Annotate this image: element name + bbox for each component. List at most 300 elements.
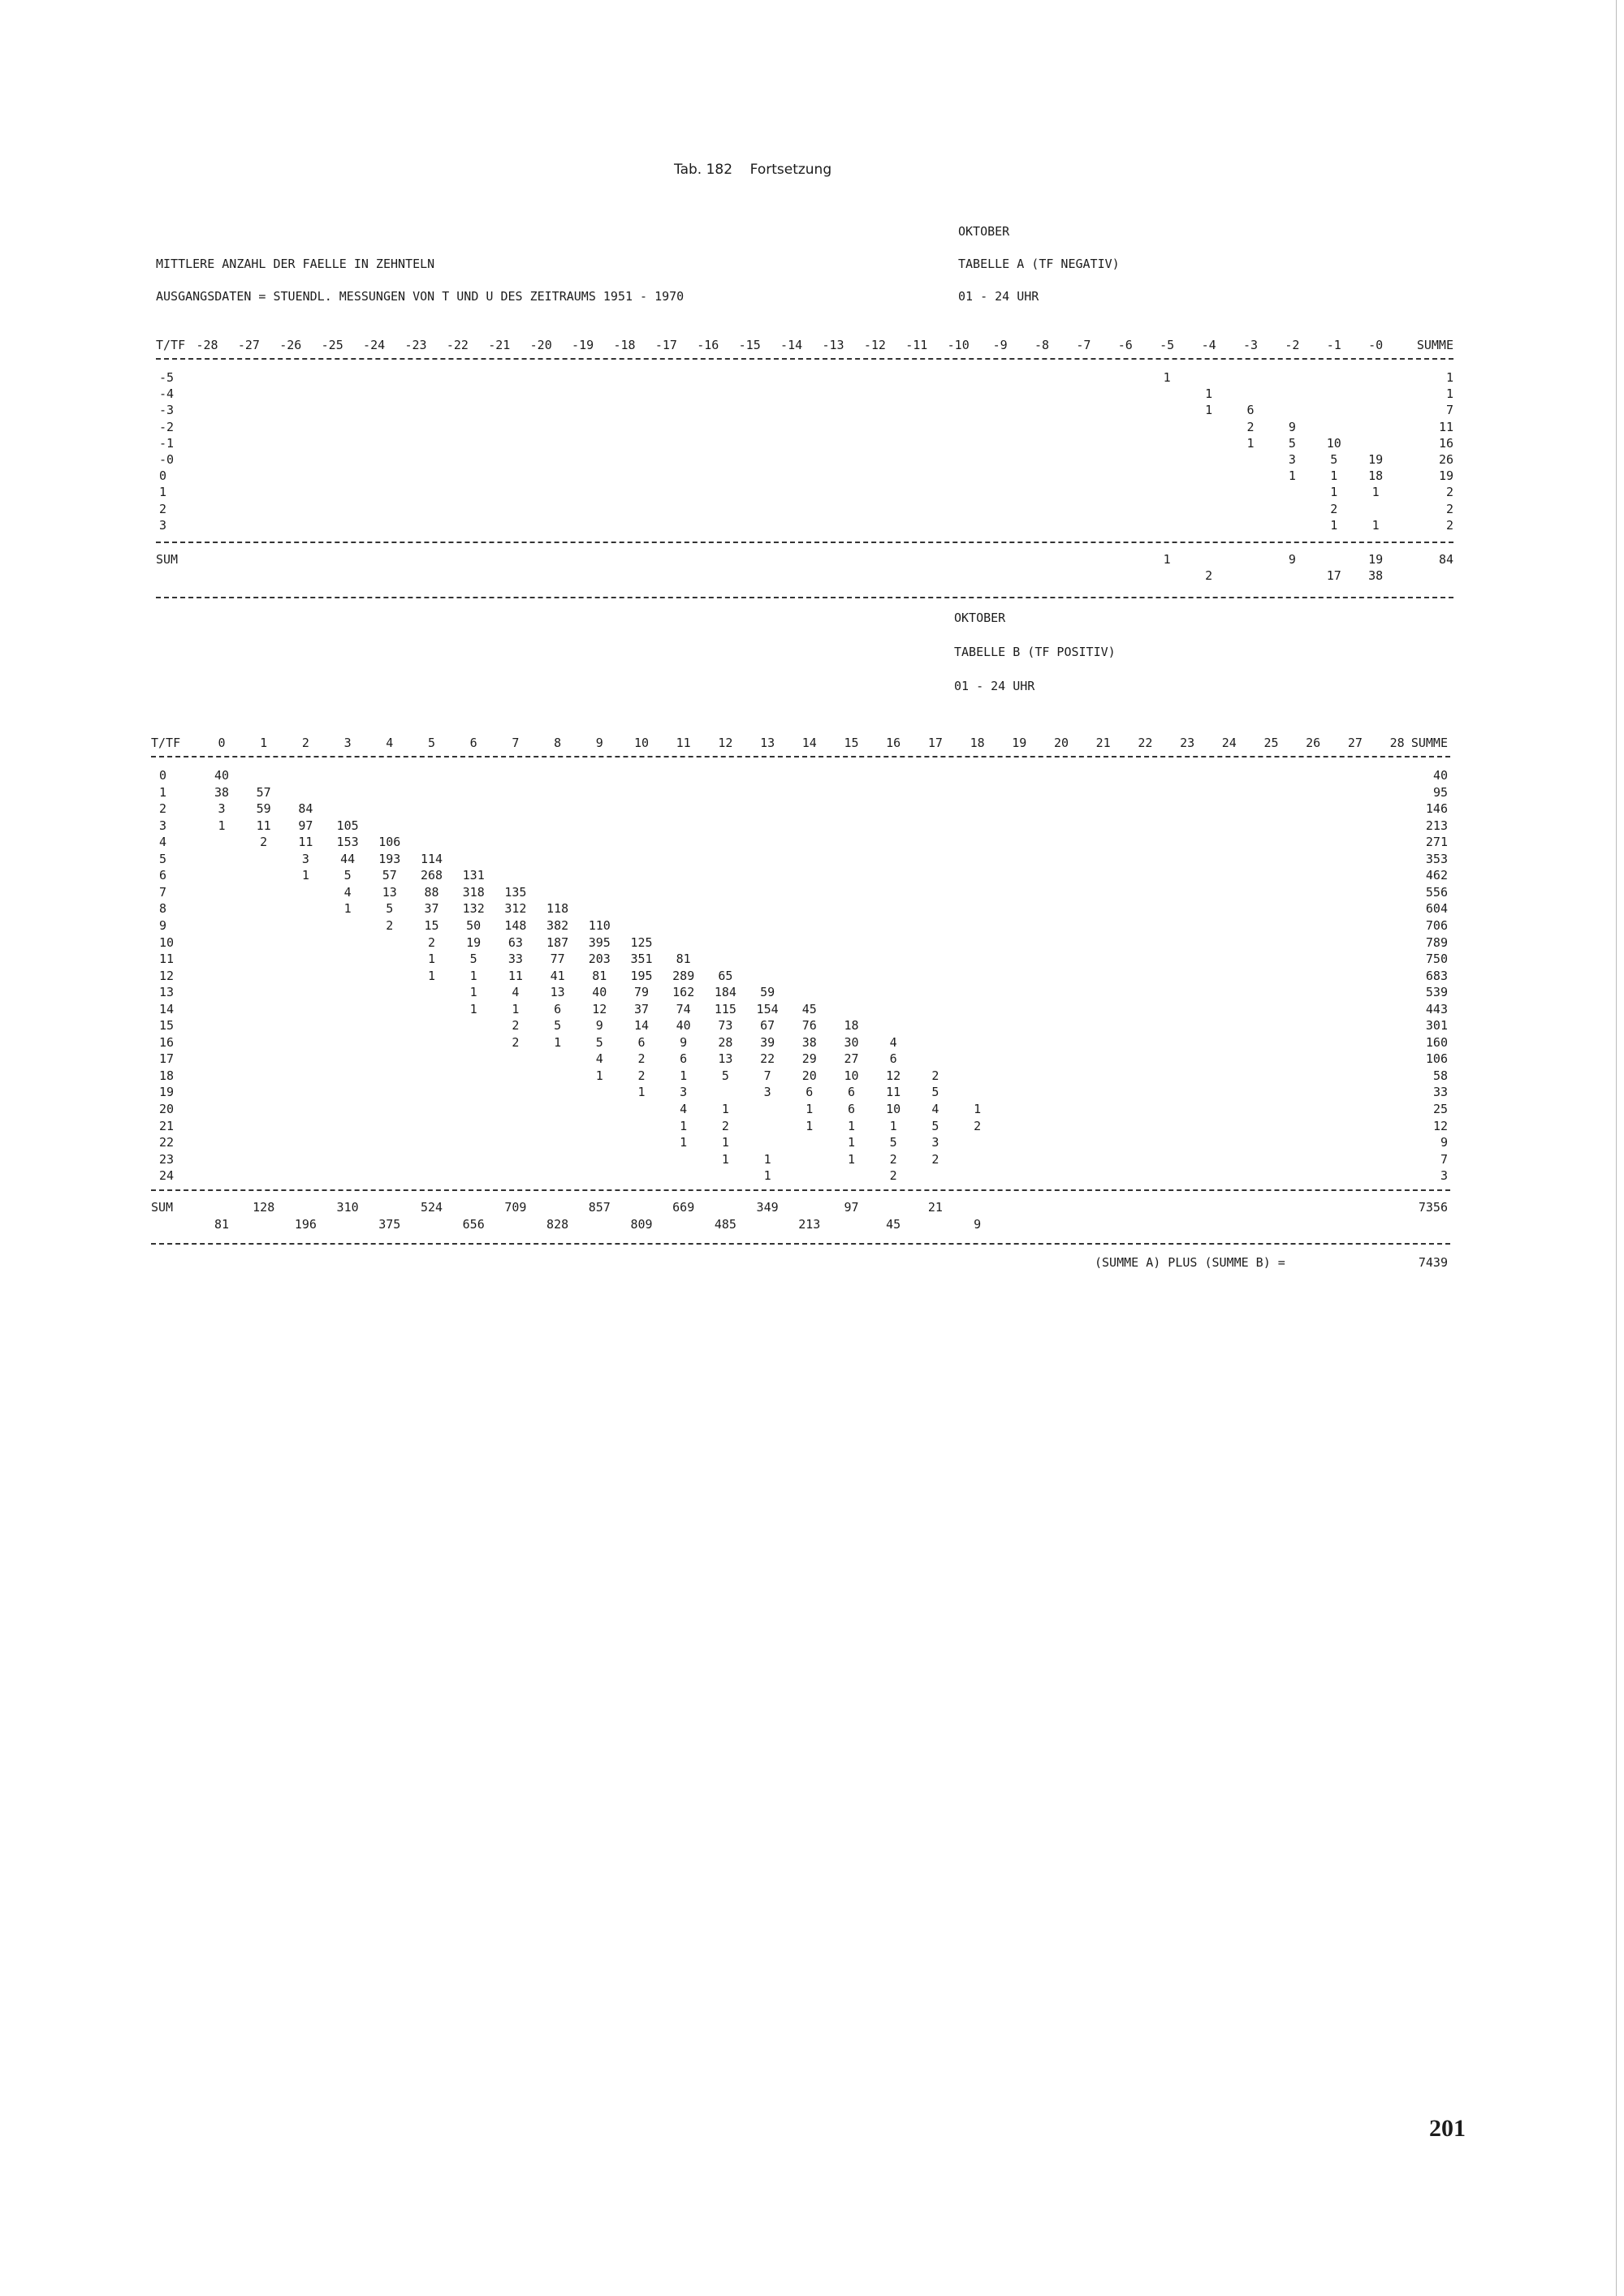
table-b-cell: 2	[931, 1068, 939, 1083]
table-b-cell: 3	[763, 1085, 771, 1100]
table-b-cell: 50	[466, 917, 482, 933]
table-b-row-sum: 556	[1425, 884, 1448, 900]
table-b-column-header: 24	[1221, 736, 1237, 750]
table-a-cell: 5	[1288, 435, 1296, 451]
table-a-column-header: -10	[947, 338, 970, 352]
table-b-bottom-rule	[151, 1243, 1450, 1245]
table-b-row-label: 18	[159, 1068, 175, 1083]
table-b-cell: 5	[889, 1135, 897, 1150]
table-a-sum-header: SUMME	[1416, 338, 1453, 352]
table-b-cell: 13	[550, 985, 565, 1000]
table-b-cell: 28	[718, 1034, 733, 1050]
table-b-cell: 5	[343, 868, 352, 883]
table-b-column-header: 8	[554, 736, 562, 750]
table-b-column-header: 4	[386, 736, 394, 750]
table-b-cell: 289	[672, 968, 695, 983]
table-b-cell: 6	[554, 1001, 562, 1016]
table-b-cell: 148	[504, 917, 527, 933]
table-a-column-sum: 38	[1368, 568, 1384, 583]
table-b-cell: 20	[801, 1068, 817, 1083]
table-b-cell: 2	[637, 1051, 646, 1067]
table-b-column-sum: 213	[798, 1217, 821, 1232]
table-b-row-sum: 683	[1425, 968, 1448, 983]
table-a-column-header: -0	[1368, 338, 1384, 352]
table-a-column-header: -9	[992, 338, 1008, 352]
table-b-column-header: 5	[427, 736, 436, 750]
table-b-cell: 11	[508, 968, 523, 983]
table-a-cell: 1	[1371, 485, 1380, 500]
table-a-column-header: -17	[654, 338, 677, 352]
table-b-column-sum: 349	[756, 1200, 779, 1215]
table-b-row-sum: 353	[1425, 851, 1448, 866]
table-a-header-rule	[156, 358, 1453, 360]
table-b-cell: 59	[256, 801, 271, 817]
table-a-column-header: -19	[572, 338, 594, 352]
table-b-cell: 135	[504, 884, 527, 900]
table-b-cell: 2	[974, 1118, 982, 1133]
table-b-cell: 57	[382, 868, 397, 883]
table-a-cell: 19	[1368, 452, 1384, 467]
table-a-cell: 1	[1330, 517, 1338, 533]
table-a-row-label: 3	[159, 517, 167, 533]
table-b-cell: 1	[680, 1118, 688, 1133]
table-b-cell: 6	[637, 1034, 646, 1050]
table-b-row-label: 12	[159, 968, 175, 983]
table-b-cell: 11	[256, 818, 271, 833]
table-b-column-header: 15	[844, 736, 859, 750]
table-b-row-sum: 33	[1432, 1085, 1448, 1100]
table-a-row-label: -2	[159, 419, 175, 434]
table-b-cell: 67	[760, 1018, 775, 1034]
table-b-row-label: 15	[159, 1018, 175, 1034]
table-a-row-label: 2	[159, 501, 167, 516]
table-b-cell: 81	[676, 952, 691, 967]
table-b-cell: 395	[588, 934, 611, 950]
table-b-cell: 1	[343, 901, 352, 917]
table-b-cell: 184	[714, 985, 736, 1000]
table-b-cell: 268	[420, 868, 443, 883]
table-b-cell: 4	[595, 1051, 603, 1067]
table-a-column-header: -28	[196, 338, 218, 352]
table-b-cell: 6	[806, 1085, 814, 1100]
table-b-row-sum: 12	[1432, 1118, 1448, 1133]
table-a-row-sum: 1	[1445, 370, 1453, 385]
table-b-column-sum: 45	[886, 1217, 901, 1232]
table-b-row-label: 24	[159, 1168, 175, 1184]
table-b-row-sum: 40	[1432, 768, 1448, 783]
table-b-cell: 162	[672, 985, 695, 1000]
table-b-cell: 132	[462, 901, 485, 917]
table-b-cell: 10	[886, 1102, 901, 1116]
table-b-cell: 1	[469, 985, 477, 1000]
table-b-cell: 38	[214, 784, 230, 800]
table-b-cell: 351	[630, 952, 653, 967]
table-b-row-sum: 106	[1425, 1051, 1448, 1067]
table-a-column-sum: 19	[1368, 552, 1384, 567]
table-b-cell: 40	[676, 1018, 691, 1034]
table-b-cell: 6	[889, 1051, 897, 1067]
table-b-column-header: 2	[301, 736, 309, 750]
table-b-cell: 1	[721, 1135, 729, 1150]
table-b-column-header: 6	[469, 736, 477, 750]
table-b-cell: 1	[595, 1068, 603, 1083]
table-b-column-header: 12	[718, 736, 733, 750]
table-b-cell: 110	[588, 917, 611, 933]
table-a-body-rule	[156, 542, 1453, 543]
table-a-cell: 9	[1288, 419, 1296, 434]
table-b-cell: 1	[763, 1168, 771, 1184]
table-b-row-label: 13	[159, 985, 175, 1000]
table-a-column-header: -21	[488, 338, 511, 352]
table-b-cell: 5	[595, 1034, 603, 1050]
table-b-hours: 01 - 24 UHR	[954, 679, 1035, 693]
table-b-cell: 1	[847, 1135, 856, 1150]
table-b-cell: 81	[592, 968, 607, 983]
table-b-cell: 2	[721, 1118, 729, 1133]
table-caption: Tab. 182 Fortsetzung	[674, 162, 832, 178]
table-b-column-header: 19	[1012, 736, 1027, 750]
table-b-column-sum: 21	[927, 1200, 943, 1215]
table-a-column-header: -22	[446, 338, 469, 352]
table-a-row-label: -4	[159, 386, 175, 402]
table-b-row-sum: 7	[1440, 1151, 1448, 1167]
table-b-cell: 6	[847, 1085, 856, 1100]
table-b-cell: 41	[550, 968, 565, 983]
table-b-row-label: 16	[159, 1034, 175, 1050]
table-a-column-header: -27	[237, 338, 260, 352]
table-a-column-header: -6	[1117, 338, 1133, 352]
table-b-column-sum: 656	[462, 1217, 485, 1232]
table-b-cell: 37	[424, 901, 439, 917]
table-b-cell: 6	[680, 1051, 688, 1067]
table-b-cell: 1	[427, 968, 436, 983]
table-a-column-header: -14	[780, 338, 803, 352]
table-a-column-sum: 9	[1288, 552, 1296, 567]
table-b-column-header: 3	[343, 736, 352, 750]
table-a-column-header: -13	[822, 338, 844, 352]
table-b-cell: 38	[801, 1034, 817, 1050]
table-a-sum-label: SUM	[156, 552, 179, 567]
month-label-a: OKTOBER	[958, 224, 1010, 239]
table-b-column-header: 28	[1389, 736, 1405, 750]
table-b-cell: 106	[378, 835, 401, 850]
table-b-cell: 5	[386, 901, 394, 917]
table-b-cell: 187	[546, 934, 569, 950]
table-a-cell: 1	[1288, 468, 1296, 484]
table-a-row-label: -0	[159, 452, 175, 467]
table-a-column-header: -11	[905, 338, 928, 352]
table-b-row-sum: 539	[1425, 985, 1448, 1000]
table-b-row-sum: 301	[1425, 1018, 1448, 1034]
page-number: 201	[1429, 2115, 1466, 2142]
table-b-column-header: 7	[512, 736, 520, 750]
table-a-row-sum: 1	[1445, 386, 1453, 402]
table-b-cell: 4	[889, 1034, 897, 1050]
table-b-cell: 1	[721, 1102, 729, 1116]
table-b-row-label: 22	[159, 1135, 175, 1150]
table-b-sum-label: SUM	[151, 1200, 174, 1215]
table-b-cell: 1	[806, 1102, 814, 1116]
table-b-cell: 39	[760, 1034, 775, 1050]
table-b-row-label: 14	[159, 1001, 175, 1016]
table-a-cell: 2	[1246, 419, 1255, 434]
table-b-cell: 12	[886, 1068, 901, 1083]
table-a-column-header: -12	[863, 338, 886, 352]
table-a-title: TABELLE A (TF NEGATIV)	[958, 257, 1120, 271]
table-a-cell: 6	[1246, 403, 1255, 418]
table-b-cell: 118	[546, 901, 569, 917]
table-b-cell: 40	[214, 768, 230, 783]
table-b-row-label: 6	[159, 868, 167, 883]
table-b-cell: 30	[844, 1034, 859, 1050]
table-b-cell: 1	[806, 1118, 814, 1133]
table-b-cell: 1	[974, 1102, 982, 1116]
table-a-row-sum: 2	[1445, 517, 1453, 533]
table-b-cell: 13	[718, 1051, 733, 1067]
table-a-row-label: -3	[159, 403, 175, 418]
table-b-cell: 63	[508, 934, 523, 950]
table-a-column-header: -23	[404, 338, 427, 352]
table-b-cell: 3	[931, 1135, 939, 1150]
table-b-cell: 73	[718, 1018, 733, 1034]
table-b-cell: 9	[680, 1034, 688, 1050]
table-b-cell: 88	[424, 884, 439, 900]
table-b-row-label: 17	[159, 1051, 175, 1067]
table-a-corner-label: T/TF	[156, 338, 186, 352]
table-b-row-label: 11	[159, 952, 175, 967]
table-b-cell: 6	[847, 1102, 856, 1116]
table-b-cell: 29	[801, 1051, 817, 1067]
table-b-row-sum: 213	[1425, 818, 1448, 833]
table-b-cell: 193	[378, 851, 401, 866]
table-a-column-header: -7	[1076, 338, 1091, 352]
table-b-corner-label: T/TF	[151, 736, 181, 750]
table-b-column-header: 9	[595, 736, 603, 750]
table-a-row-sum: 2	[1445, 501, 1453, 516]
table-b-row-label: 9	[159, 917, 167, 933]
table-b-cell: 4	[512, 985, 520, 1000]
table-b-row-sum: 3	[1440, 1168, 1448, 1184]
table-b-cell: 2	[637, 1068, 646, 1083]
table-b-row-label: 20	[159, 1102, 175, 1116]
table-a-row-sum: 11	[1438, 419, 1453, 434]
table-b-row-sum: 271	[1425, 835, 1448, 850]
table-a-cell: 1	[1205, 386, 1213, 402]
table-b-cell: 1	[680, 1135, 688, 1150]
table-b-cell: 5	[554, 1018, 562, 1034]
table-a-column-sum: 2	[1205, 568, 1213, 583]
table-b-body-rule	[151, 1189, 1450, 1191]
table-b-cell: 1	[512, 1001, 520, 1016]
table-b-row-label: 7	[159, 884, 167, 900]
table-b-cell: 2	[427, 934, 436, 950]
table-b-cell: 125	[630, 934, 653, 950]
table-b-cell: 13	[382, 884, 397, 900]
table-b-cell: 40	[592, 985, 607, 1000]
table-b-cell: 59	[760, 985, 775, 1000]
table-b-cell: 203	[588, 952, 611, 967]
table-b-title: TABELLE B (TF POSITIV)	[954, 645, 1116, 659]
table-a-cell: 5	[1330, 452, 1338, 467]
table-a-row-sum: 7	[1445, 403, 1453, 418]
table-a-column-sum: 17	[1326, 568, 1341, 583]
table-b-sum-header: SUMME	[1410, 736, 1448, 750]
table-b-cell: 2	[889, 1168, 897, 1184]
table-b-column-header: 10	[633, 736, 650, 750]
table-b-cell: 18	[844, 1018, 859, 1034]
table-a-row-sum: 26	[1438, 452, 1453, 467]
source-data-line: AUSGANGSDATEN = STUENDL. MESSUNGEN VON T UND U DES ZEITRAUMS 1951 - 1970	[156, 289, 685, 304]
table-a-column-sum: 1	[1163, 552, 1171, 567]
table-a-column-header: -18	[613, 338, 636, 352]
table-b-cell: 5	[721, 1068, 729, 1083]
table-b-cell: 22	[760, 1051, 775, 1067]
table-b-column-sum: 196	[294, 1217, 317, 1232]
table-b-cell: 114	[420, 851, 443, 866]
table-b-cell: 312	[504, 901, 527, 917]
table-a-cell: 1	[1246, 435, 1255, 451]
table-b-cell: 195	[630, 968, 653, 983]
table-b-row-sum: 443	[1425, 1001, 1448, 1016]
table-b-row-sum: 25	[1432, 1102, 1448, 1116]
table-a-cell: 10	[1326, 435, 1341, 451]
table-b-cell: 3	[218, 801, 226, 817]
table-b-cell: 7	[763, 1068, 771, 1083]
table-b-column-header: 16	[886, 736, 901, 750]
table-b-cell: 57	[256, 784, 271, 800]
table-b-row-label: 2	[159, 801, 167, 817]
table-b-cell: 33	[508, 952, 523, 967]
table-b-row-sum: 58	[1432, 1068, 1448, 1083]
table-b-column-sum: 97	[844, 1200, 859, 1215]
table-b-row-label: 23	[159, 1151, 175, 1167]
table-b-cell: 1	[218, 818, 226, 833]
table-b-cell: 1	[763, 1151, 771, 1167]
table-b-cell: 4	[343, 884, 352, 900]
table-b-row-sum: 604	[1425, 901, 1448, 917]
table-b-column-sum: 809	[630, 1217, 653, 1232]
table-b-cell: 11	[298, 835, 313, 850]
table-a-row-sum: 2	[1445, 485, 1453, 500]
table-b-column-header: 13	[760, 736, 775, 750]
table-b-cell: 77	[550, 952, 565, 967]
table-b-cell: 5	[469, 952, 477, 967]
table-b-cell: 5	[931, 1085, 939, 1100]
month-label-b: OKTOBER	[954, 611, 1006, 625]
table-b-row-label: 21	[159, 1118, 175, 1133]
table-b-cell: 1	[721, 1151, 729, 1167]
table-b-cell: 3	[680, 1085, 688, 1100]
table-b-grand-total: 7356	[1418, 1200, 1448, 1215]
table-a-column-header: -5	[1160, 338, 1175, 352]
table-b-column-sum: 128	[253, 1200, 275, 1215]
table-a-row-sum: 16	[1438, 435, 1453, 451]
table-b-cell: 65	[718, 968, 733, 983]
table-a-cell: 2	[1330, 501, 1338, 516]
table-a-row-label: 1	[159, 485, 167, 500]
table-b-cell: 14	[633, 1018, 650, 1034]
table-b-row-label: 4	[159, 835, 167, 850]
table-b-cell: 11	[886, 1085, 901, 1100]
table-b-row-sum: 750	[1425, 952, 1448, 967]
table-b-row-sum: 706	[1425, 917, 1448, 933]
page-edge-line	[1616, 0, 1617, 2296]
table-b-row-sum: 95	[1432, 784, 1448, 800]
table-b-cell: 97	[298, 818, 313, 833]
table-b-column-header: 11	[676, 736, 691, 750]
table-b-column-header: 22	[1138, 736, 1153, 750]
table-b-cell: 12	[592, 1001, 607, 1016]
table-b-column-sum: 485	[714, 1217, 736, 1232]
table-b-cell: 1	[554, 1034, 562, 1050]
table-b-cell: 2	[260, 835, 268, 850]
table-a-bottom-rule	[156, 597, 1453, 598]
table-b-cell: 1	[847, 1118, 856, 1133]
table-b-column-sum: 81	[214, 1217, 230, 1232]
table-b-column-header: 25	[1263, 736, 1279, 750]
table-b-cell: 19	[466, 934, 482, 950]
table-b-row-label: 0	[159, 768, 167, 783]
table-a-row-label: 0	[159, 468, 167, 484]
table-b-cell: 5	[931, 1118, 939, 1133]
table-b-cell: 10	[844, 1068, 859, 1083]
table-b-cell: 2	[512, 1034, 520, 1050]
table-b-cell: 76	[801, 1018, 817, 1034]
table-b-cell: 27	[844, 1051, 859, 1067]
table-b-cell: 154	[756, 1001, 779, 1016]
table-b-row-label: 8	[159, 901, 167, 917]
table-b-cell: 1	[427, 952, 436, 967]
table-a-column-header: -3	[1242, 338, 1259, 352]
description-line: MITTLERE ANZAHL DER FAELLE IN ZEHNTELN	[156, 257, 435, 271]
table-b-footer-total: 7439	[1418, 1255, 1448, 1270]
table-b-cell: 37	[633, 1001, 650, 1016]
table-a-row-sum: 19	[1438, 468, 1453, 484]
table-b-cell: 115	[714, 1001, 736, 1016]
table-a-row-label: -5	[159, 370, 175, 385]
table-b-row-sum: 9	[1440, 1135, 1448, 1150]
table-b-column-sum: 9	[974, 1217, 982, 1232]
table-a-cell: 18	[1368, 468, 1384, 484]
table-b-cell: 74	[676, 1001, 691, 1016]
table-b-row-label: 10	[159, 934, 175, 950]
table-b-cell: 15	[424, 917, 439, 933]
table-a-row-label: -1	[159, 435, 175, 451]
table-b-footer-label: (SUMME A) PLUS (SUMME B) =	[1095, 1255, 1285, 1270]
table-b-cell: 3	[301, 851, 309, 866]
table-b-cell: 1	[301, 868, 309, 883]
table-b-column-sum: 310	[336, 1200, 359, 1215]
table-b-cell: 2	[386, 917, 394, 933]
table-b-cell: 1	[469, 968, 477, 983]
table-b-cell: 1	[847, 1151, 856, 1167]
table-a-column-header: -16	[697, 338, 719, 352]
table-b-cell: 1	[680, 1068, 688, 1083]
table-b-cell: 2	[512, 1018, 520, 1034]
table-b-cell: 2	[889, 1151, 897, 1167]
table-b-column-header: 18	[970, 736, 985, 750]
table-b-row-sum: 160	[1425, 1034, 1448, 1050]
table-a-cell: 1	[1163, 370, 1171, 385]
table-b-cell: 382	[546, 917, 569, 933]
table-b-cell: 45	[801, 1001, 817, 1016]
table-b-cell: 44	[340, 851, 356, 866]
table-b-cell: 9	[595, 1018, 603, 1034]
table-a-column-header: -1	[1326, 338, 1341, 352]
table-a-cell: 1	[1205, 403, 1213, 418]
table-b-column-header: 21	[1095, 736, 1111, 750]
table-b-header-rule	[151, 756, 1450, 757]
